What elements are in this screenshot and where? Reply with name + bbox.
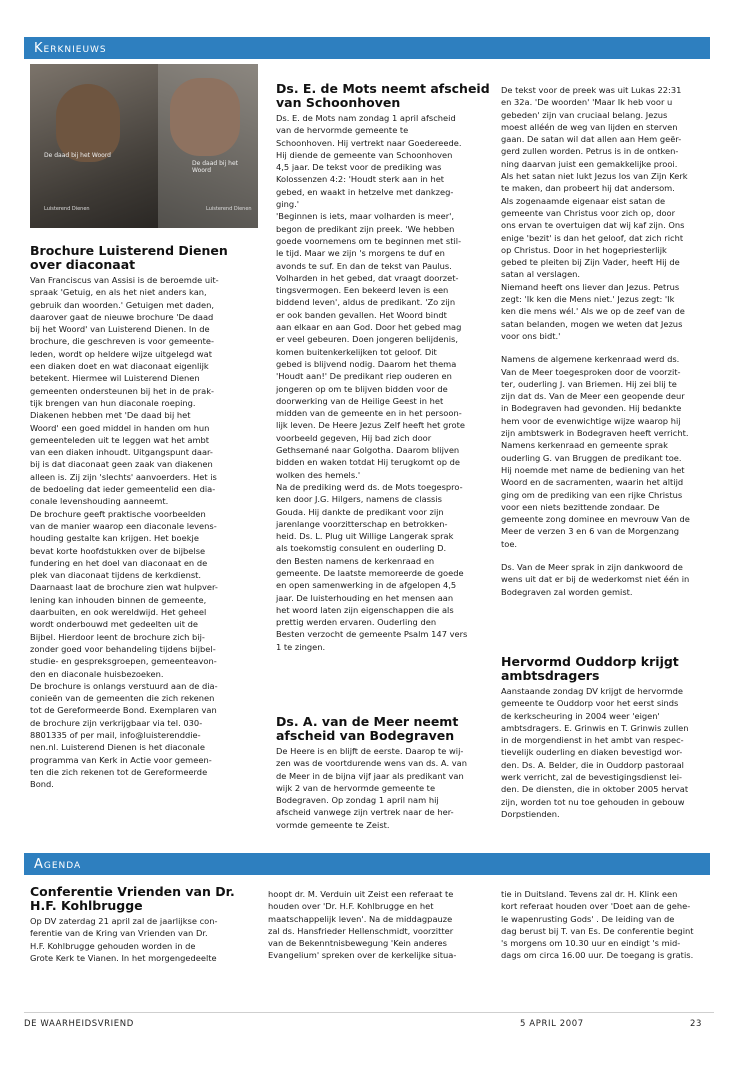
footer-publication: DE WAARHEIDSVRIEND xyxy=(24,1019,134,1029)
article-body: De tekst voor de preek was uit Lukas 22:31 en 32a. 'De woorden' 'Maar Ik heb voor u gebeden' zijn van cruciaal belang. Jezus moest alléén de weg van lijden en sterven gaan. De satan wil dat allen aan Hem geër- gerd zullen worden. Petrus is in de ontken- ning daarvan juist een gemakkelijke prooi. Als het satan niet lukt Jezus los van Zijn Kerk te maken, dan probeert hij dat andersom. Als zogenaamde eigenaar eist satan de gemeente van Christus voor zich op, door ons ervan te overtuigen dat wij kaf zijn. Ons enige 'bezit' is dan het geloof, dat zich richt op Christus. Door in het hogepriesterlijk gebed te pleiten bij Zijn Vader, heeft Hij de satan al verslagen. Niemand heeft ons liever dan Jezus. Petrus zegt: 'Ik ken die Mens niet.' Jezus zegt: 'Ik ken die mens wél.' Als we op de zeef van de satan belanden, mogen we weten dat Jezus voor ons bidt.' xyxy=(501,85,688,341)
article-body: hoopt dr. M. Verduin uit Zeist een referaat te houden over 'Dr. H.F. Kohlbrugge en het maatschappelijk leven'. Na de middagpauze zal ds. Hansfrieder Hellenschmidt, voorzitter van de Bekenntnisbewegung 'Kein anderes Evangelium' spreken over de kerkelijke situa- xyxy=(268,889,457,961)
article-ouddorp xyxy=(501,655,713,820)
brochure-cover-photo xyxy=(30,64,258,228)
article-body: Van Franciscus van Assisi is de beroemde uit- spraak 'Getuig, en als het niet anders kan, gebruik dan woorden.' Getuigen met daden, daarover gaat de nieuwe brochure 'De daad bij het Woord' van Luisterend Dienen. In de brochure, die geschreven is voor gemeente- leden, wordt op heldere wijze uitgelegd wat een diaken doet en wat diaconaat eigenlijk betekent. Hiermee wil Luisterend Dienen gemeenten ondersteunen bij het in de prak- tijk brengen van hun diaconale roeping. Diakenen hebben met 'De daad bij het Woord' een goed middel in handen om hun gemeenteleden uit te leggen wat het ambt van een diaken inhoudt. Uitgangspunt daar- bij is dat diaconaat geen zaak van diakenen alleen is. Zij zijn 'slechts' aanvoerders. Het is de bedoeling dat ieder gemeentelid een dia- conale levenshouding aanneemt. De brochure geeft praktische voorbeelden van de manier waarop een diaconale levens- houding gestalte kan krijgen. Het boekje bevat korte hoofdstukken over de bijbelse fundering en het doel van diaconaat en de plek van diaconaat tijdens de kerkdienst. Daarnaast laat de brochure zien wat hulpver- lening kan inhouden binnen de gemeente, daarbuiten, en ook wereldwijd. Het geheel wordt onderbouwd met gedeelten uit de Bijbel. Hierdoor leent de brochure zich bij- zonder goed voor behandeling tijdens bijbel- studie- en gespreksgroepen, gemeenteavon- den en diaconale huisbezoeken. De brochure is onlangs verstuurd aan de dia- conieën van de gemeenten die zich rekenen tot de Gereformeerde Bond. Exemplaren van de brochure zijn verkrijgbaar via tel. 030- 8801335 of per mail, info@luisterenddie- nen.nl. Luisterend Dienen is het diaconale programma van Kerk in Actie voor gemeen- ten die zich rekenen tot de Gereformeerde Bond. xyxy=(30,275,219,790)
article-kohlbrugge-col2 xyxy=(268,888,490,962)
article-title: Ds. A. van de Meer neemt afscheid van Bodegraven xyxy=(276,714,459,743)
cover-caption-left: De daad bij het Woord xyxy=(44,152,111,159)
article-brochure xyxy=(30,244,262,790)
cover-logo-left: Luisterend Dienen xyxy=(44,206,90,212)
article-title: Ds. E. de Mots neemt afscheid van Schoonhoven xyxy=(276,81,490,110)
section-band-kerknieuws xyxy=(24,37,710,59)
child-face-image xyxy=(56,84,120,162)
footer-page-number: 23 xyxy=(690,1019,703,1029)
article-body: Ds. Van de Meer sprak in zijn dankwoord de wens uit dat er bij de wederkomst niet één in Bodegraven zal worden gemist. xyxy=(501,561,690,597)
article-mots xyxy=(276,82,494,653)
article-body: Op DV zaterdag 21 april zal de jaarlijkse con- ferentie van de Kring van Vrienden van Dr. H.F. Kohlbrugge gehouden worden in de Grote Kerk te Vianen. In het morgengedeelte xyxy=(30,916,218,963)
article-body: Ds. E. de Mots nam zondag 1 april afscheid van de hervormde gemeente te Schoonhoven. Hij vertrekt naar Goedereede. Hij diende de gemeente van Schoonhoven 4,5 jaar. De tekst voor de prediking was Kolossenzen 4:2: 'Houdt sterk aan in het gebed, en waakt in hetzelve met dankzeg- ging.' 'Beginnen is iets, maar volharden is meer', begon de predikant zijn preek. 'We hebben goede voornemens om te beginnen met stil- le tijd. Maar we zijn 's morgens te duf en avonds te suf. En dan de tekst van Paulus. Volharden in het gebed, dat vraagt doorzet- tingsvermogen. Een bekeerd leven is een biddend leven', aldus de predikant. 'Zo zijn er ook banden gevallen. Het Woord bindt aan elkaar en aan God. Door het gebed mag er veel gebeuren. Doen jongeren belijdenis, komen buitenkerkelijken tot geloof. Dit gebed is blijvend nodig. Daarom het thema 'Houdt aan!' De predikant riep ouderen en jongeren op om te blijven bidden voor de doorwerking van de Heilige Geest in het midden van de gemeente en in het persoon- lijk leven. De Heere Jezus Zelf heeft het grote voorbeeld gegeven, Hij bad zich door Gethsemané naar Golgotha. Daarom blijven bidden en waken totdat Hij terugkomt op de wolken des hemels.' Na de prediking werd ds. de Mots toegespro- ken door J.G. Hilgers, namens de classis Gouda. Hij dankte de predikant voor zijn jarenlange voorzitterschap en betrokken- heid. Ds. L. Plug uit Willige Langerak sprak als toekomstig consulent en ouderling D. den Besten namens de kerkenraad en gemeente. De laatste memoreerde de goede en open samenwerking in de afgelopen 4,5 jaar. De luisterhouding en het mensen aan het woord laten zijn eigenschappen die als prettig werden ervaren. Ouderling den Besten verzocht de gemeente Psalm 147 vers 1 te zingen. xyxy=(276,113,468,652)
footer-rule xyxy=(24,1012,714,1013)
article-body: De Heere is en blijft de eerste. Daarop te wij- zen was de voortdurende wens van ds. A. van de Meer in de bijna vijf jaar als predikant van wijk 2 van de hervormde gemeente te Bodegraven. Op zondag 1 april nam hij afscheid vanwege zijn vertrek naar de her- vormde gemeente te Zeist. xyxy=(276,746,467,830)
cover-logo-right: Luisterend Dienen xyxy=(206,206,252,212)
section-title-agenda: Agenda xyxy=(34,857,82,872)
section-title-kerknieuws: Kerknieuws xyxy=(34,41,107,56)
article-title: Brochure Luisterend Dienen over diaconaat xyxy=(30,243,228,272)
section-band-agenda xyxy=(24,853,710,875)
footer-date: 5 APRIL 2007 xyxy=(520,1019,584,1029)
cover-caption-right: De daad bij het Woord xyxy=(192,160,238,174)
article-meer xyxy=(276,715,494,831)
article-body: Aanstaande zondag DV krijgt de hervormde gemeente te Ouddorp voor het eerst sinds de kerkscheuring in 2004 weer 'eigen' ambtsdragers. E. Grinwis en T. Grinwis zullen in de morgendienst in het ambt van respec- tievelijk ouderling en diaken bevestigd wor- den. Ds. A. Belder, die in Ouddorp pastoraal werk verricht, zal de bevestigingsdienst lei- den. De diensten, die in oktober 2005 hervat zijn, worden tot nu toe gehouden in gebouw Dorpstienden. xyxy=(501,686,689,819)
article-kohlbrugge-col3 xyxy=(501,888,713,962)
article-kohlbrugge xyxy=(30,885,254,964)
hand-image xyxy=(170,78,240,156)
article-body: Namens de algemene kerkenraad werd ds. Van de Meer toegesproken door de voorzit- ter, ouderling J. van Briemen. Hij zei blij te zijn dat ds. Van de Meer een geopende deur in Bodegraven had gevonden. Hij bedankte hem voor de evenwichtige wijze waarop hij zijn ambtswerk in Bodegraven heeft verricht. Namens kerkenraad en gemeente sprak ouderling G. van Bruggen de predikant toe. Hij noemde met name de bediening van het Woord en de sacramenten, waarin het altijd ging om de prediking van een rijke Christus voor een niets bezittende zondaar. De gemeente zong dominee en mevrouw Van de Meer de verzen 3 en 6 van de Morgenzang toe. xyxy=(501,354,690,549)
article-body: tie in Duitsland. Tevens zal dr. H. Klink een kort referaat houden over 'Doet aan de gehe- le wapenrusting Gods' . De leiding van de dag berust bij T. van Es. De conferentie begint 's morgens om 10.30 uur en eindigt 's mid- dags om circa 16.00 uur. De toegang is gratis. xyxy=(501,889,694,961)
article-title: Conferentie Vrienden van Dr. H.F. Kohlbrugge xyxy=(30,884,235,913)
article-title: Hervormd Ouddorp krijgt ambtsdragers xyxy=(501,654,679,683)
article-meer-continued xyxy=(501,84,713,598)
